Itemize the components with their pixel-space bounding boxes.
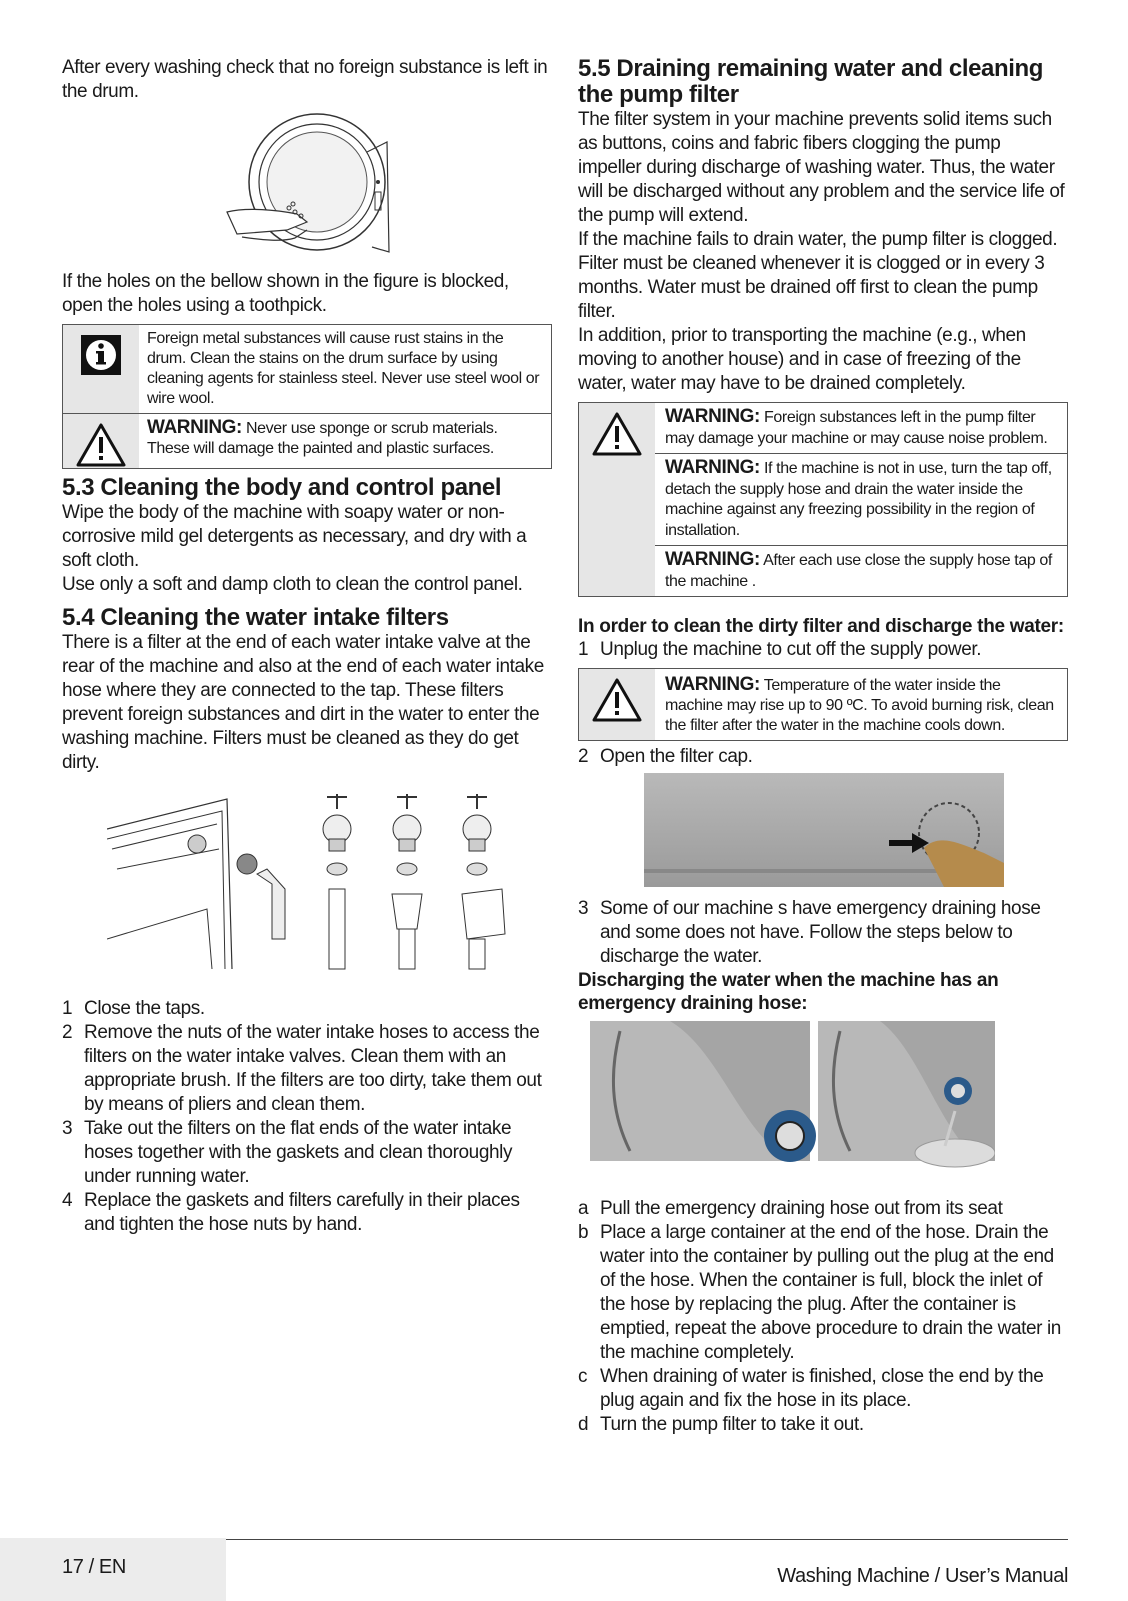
- section-5-5-title: 5.5 Draining remaining water and cleaning the pump filter: [578, 55, 1044, 108]
- draining-sub-steps: [578, 1197, 1068, 1437]
- tap-1: [323, 794, 351, 969]
- list-item: 4 Replace the gaskets and filters carefully in their places and tighten the hose nuts by hand.: [62, 1190, 520, 1235]
- water-intake-filters-illustration: [107, 789, 507, 979]
- warning-row: WARNING: If the machine is not in use, turn the tap off, detach the supply hose and drain the water inside the machine against any freezing possibility in the region of installation.: [655, 454, 1067, 546]
- clean-filter-heading: In order to clean the dirty filter and discharge the water:: [578, 616, 1064, 637]
- filter-cap-photo: [644, 773, 1004, 887]
- drum-check-text: After every washing check that no foreign substance is left in the drum.: [62, 57, 548, 102]
- list-item: d Turn the pump filter to take it out.: [578, 1414, 864, 1435]
- temperature-warning-box: WARNING: Temperature of the water inside the machine may rise up to 90 ºC. To avoid burning risk, clean the filter after the water in the machine cools down.: [578, 668, 1068, 741]
- section-5-5-p3: In addition, prior to transporting the machine (e.g., when moving to another house) and in case of freezing of the water, water may have to be drained completely.: [578, 325, 1026, 394]
- warnings-box: [578, 402, 1068, 597]
- list-item: 3 Some of our machine s have emergency draining hose and some does not have. Follow the steps below to discharge the water.: [578, 898, 1041, 967]
- emergency-hose-photo: [590, 1021, 995, 1171]
- section-5-5-p2: If the machine fails to drain water, the pump filter is clogged. Filter must be cleaned whenever it is clogged or in every 3 months. Water must be drained off first to clean the pump filter.: [578, 229, 1058, 322]
- list-item: a Pull the emergency draining hose out from its seat: [578, 1198, 1003, 1219]
- warning-note-box: [62, 414, 552, 469]
- page-number: 17 / EN: [62, 1556, 126, 1578]
- drum-bellow-illustration: [217, 112, 397, 262]
- footer-divider: [226, 1539, 1068, 1540]
- info-icon: [81, 335, 121, 375]
- warning-triangle-icon: [591, 411, 643, 457]
- list-item: 1 Close the taps.: [62, 998, 205, 1019]
- warning-triangle-icon: [75, 422, 127, 468]
- emergency-hose-heading: Discharging the water when the machine has an emergency draining hose:: [578, 970, 999, 1014]
- list-item: 1 Unplug the machine to cut off the supply power.: [578, 639, 982, 660]
- section-5-4-body: There is a filter at the end of each water intake valve at the rear of the machine and also at the end of each water intake hose where they are connected to the tap. These filters prevent foreign substances and dirt in the water to enter the washing machine. Filters must be cleaned as they do get dirty.: [62, 632, 544, 773]
- info-note-box: [62, 324, 552, 414]
- list-item: c When draining of water is finished, close the end by the plug again and fix the hose in its place.: [578, 1366, 1044, 1411]
- list-item: b Place a large container at the end of the hose. Drain the water into the container by pulling out the plug at the end of the hose. When the container is full, block the inlet of the hose by replacing the plug. After the container is emptied, repeat the above procedure to drain the water in the machine completely.: [578, 1222, 1061, 1363]
- tap-2: [392, 794, 422, 969]
- tap-3: [462, 794, 505, 969]
- warning-label: WARNING:: [147, 417, 242, 438]
- info-note-text: Foreign metal substances will cause rust stains in the drum. Clean the stains on the drum surface by using cleaning agents for stainless steel. Never use steel wool or wire wool.: [147, 330, 540, 407]
- warning-row: WARNING: Foreign substances left in the pump filter may damage your machine or may cause noise problem.: [655, 403, 1067, 454]
- left-column: [62, 56, 552, 1237]
- section-5-3-title: 5.3 Cleaning the body and control panel: [62, 474, 502, 501]
- section-5-5-p1: The filter system in your machine prevents solid items such as buttons, coins and fabric fibers clogging the pump impeller during discharge of washing water. Thus, the water will be discharged without any problem and the service life of the pump will extend.: [578, 109, 1065, 226]
- manual-title: Washing Machine / User’s Manual: [777, 1565, 1068, 1587]
- warning-row: WARNING: After each use close the supply hose tap of the machine .: [665, 549, 1052, 590]
- warning-triangle-icon: [591, 677, 643, 723]
- list-item: 2 Open the filter cap.: [578, 746, 753, 767]
- section-5-4-title: 5.4 Cleaning the water intake filters: [62, 604, 449, 631]
- holes-text: If the holes on the bellow shown in the figure is blocked, open the holes using a toothpick.: [62, 271, 509, 316]
- warning-text: Never use sponge or scrub materials. These will damage the painted and plastic surfaces.: [147, 420, 498, 457]
- section-5-3-body: Wipe the body of the machine with soapy water or non-corrosive mild gel detergents as necessary, and dry with a soft cloth.: [62, 502, 527, 571]
- list-item: 2 Remove the nuts of the water intake hoses to access the filters on the water intake valves. Clean them with an appropriate brush. If the filters are too dirty, take them out by means of pliers and clean them.: [62, 1022, 542, 1115]
- right-column: [578, 56, 1068, 1437]
- intake-filter-steps: [62, 997, 552, 1237]
- section-5-3-control-panel: Use only a soft and damp cloth to clean the control panel.: [62, 574, 523, 595]
- list-item: 3 Take out the filters on the flat ends of the water intake hoses together with the gaskets and clean thoroughly under running water.: [62, 1118, 513, 1187]
